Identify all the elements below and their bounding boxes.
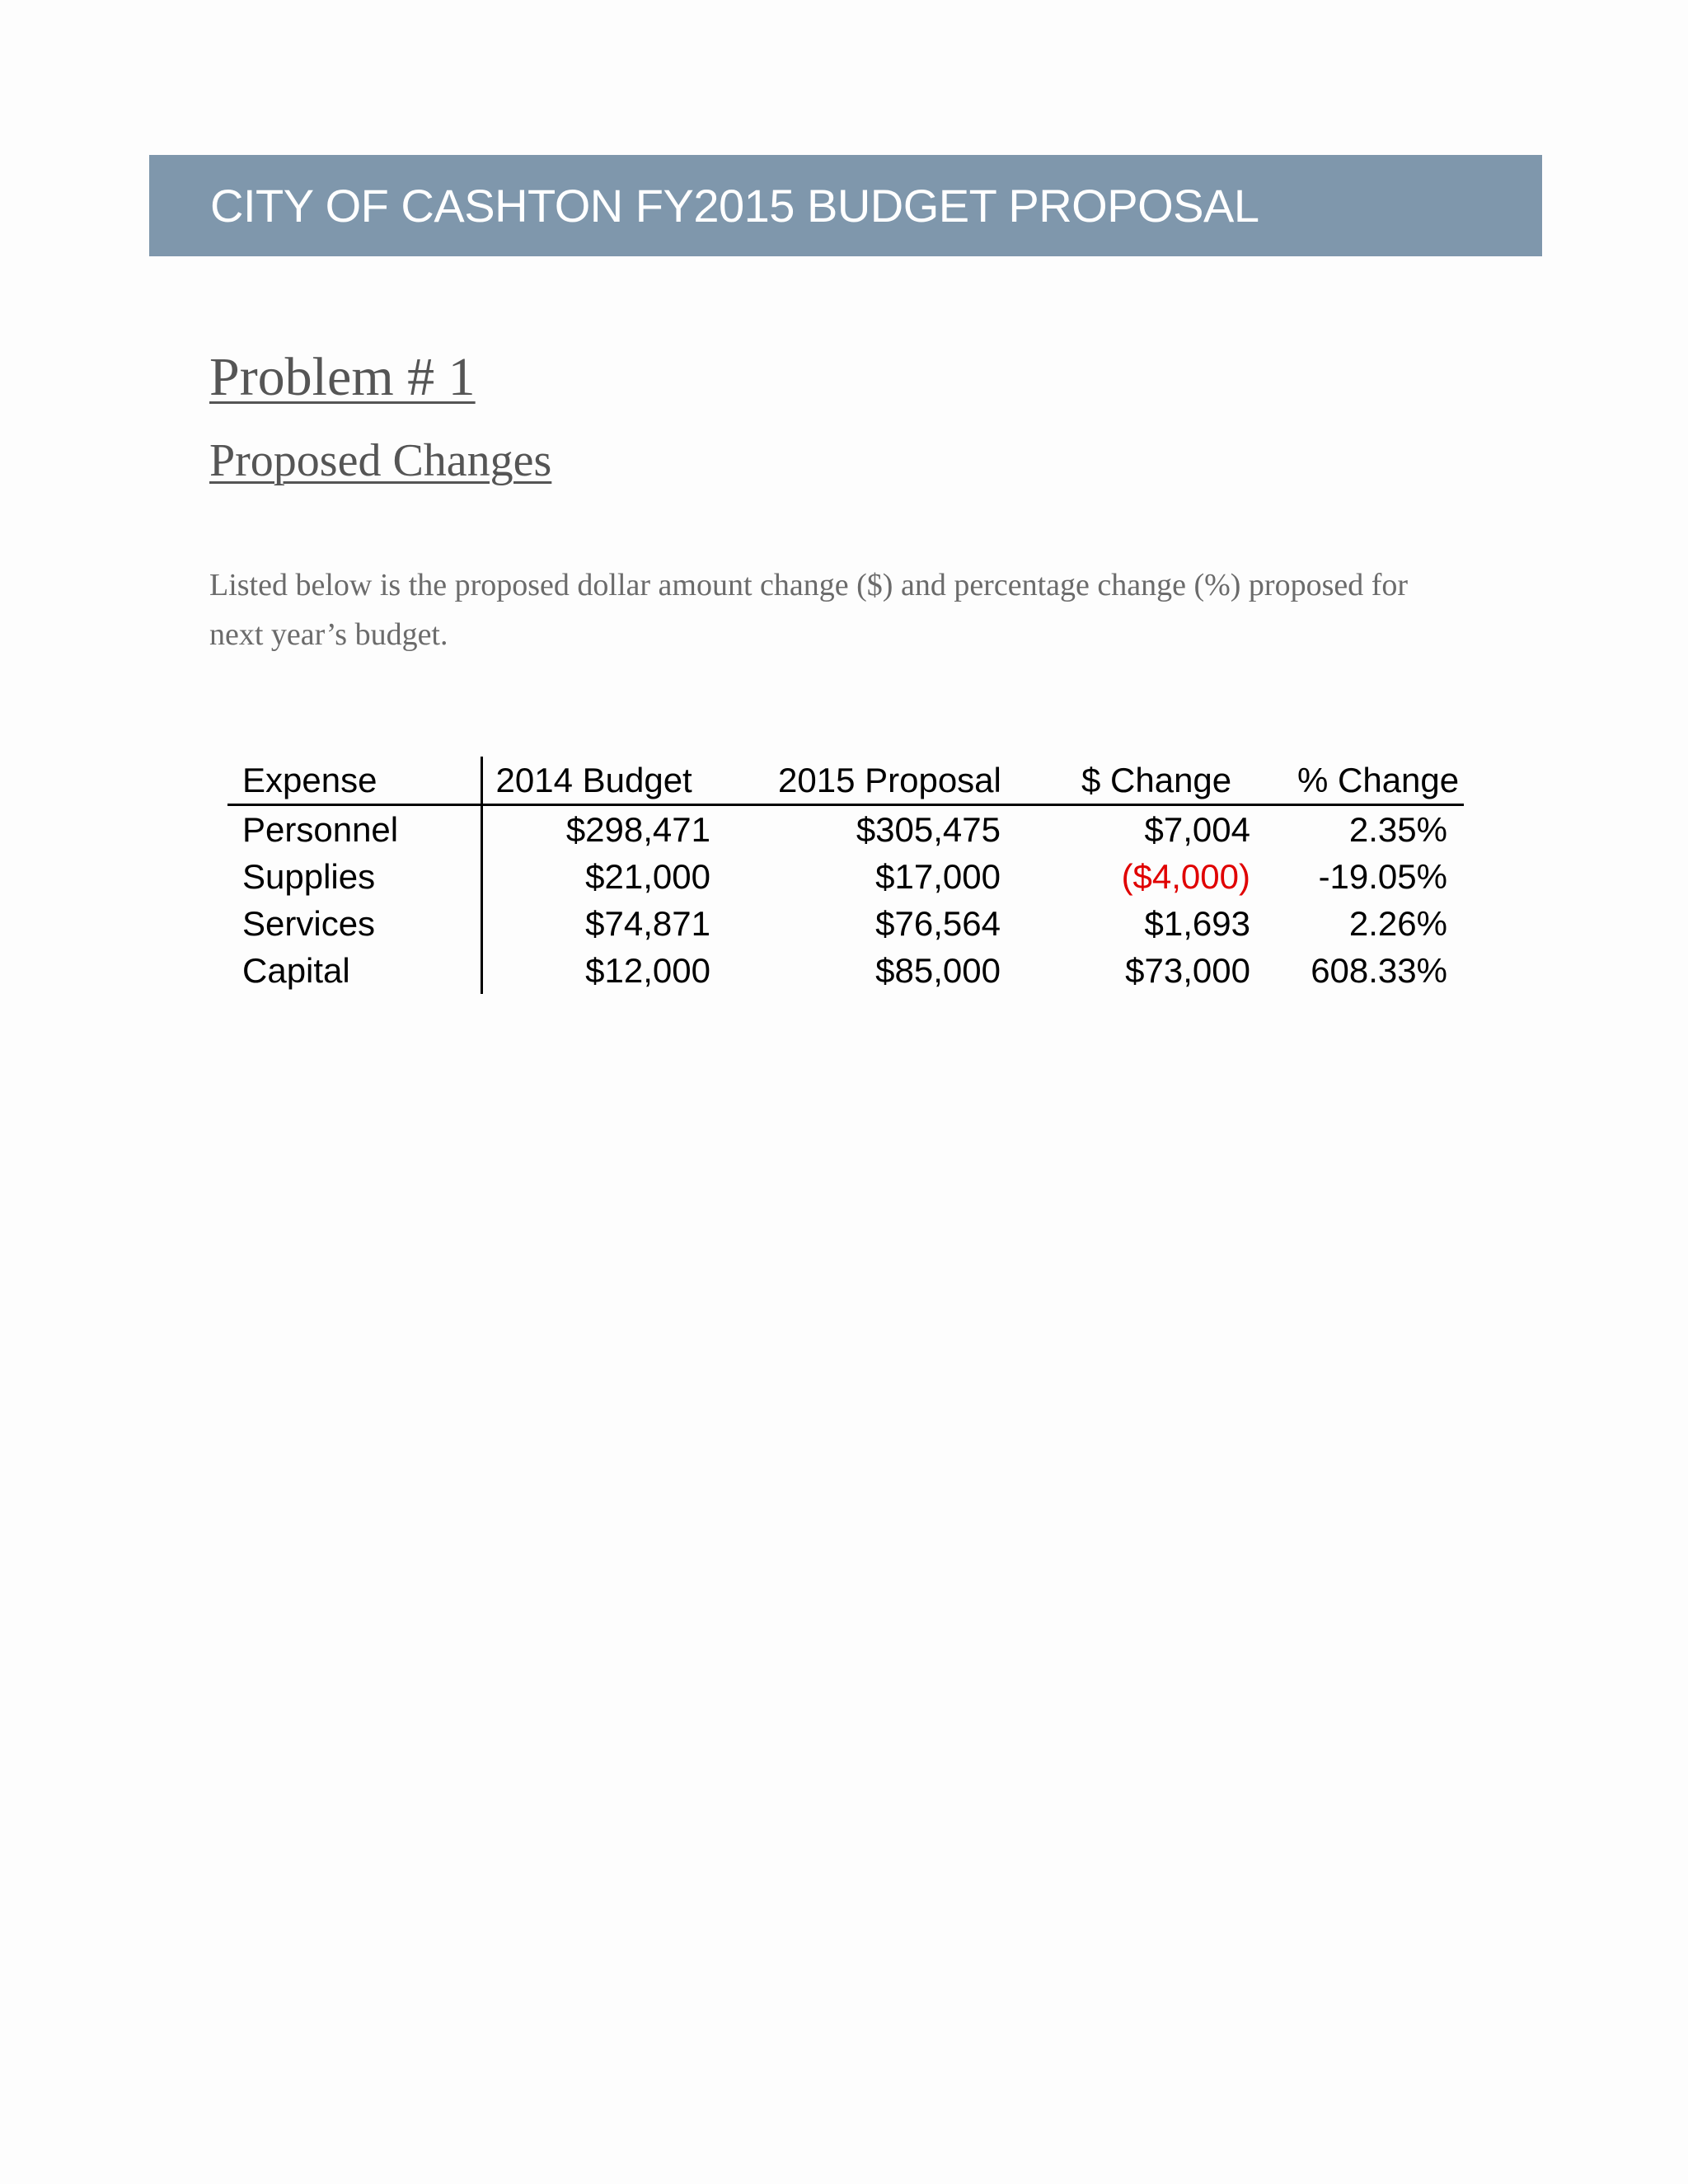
cell-percent-change: 2.26% — [1348, 904, 1447, 943]
header-2015-proposal: 2015 Proposal — [737, 757, 1025, 805]
cell-expense: Capital — [227, 947, 481, 994]
budget-table-container — [227, 757, 1464, 994]
table-header-row — [227, 757, 1464, 805]
problem-heading: Problem # 1 — [209, 347, 476, 407]
intro-paragraph: Listed below is the proposed dollar amount change ($) and percentage change (%) proposed for next year’s budget. — [209, 568, 1409, 652]
header-expense: Expense — [227, 757, 481, 805]
table-row — [227, 947, 1464, 994]
cell-2015-proposal: $85,000 — [875, 951, 1001, 990]
budget-table — [227, 757, 1464, 994]
table-row — [227, 853, 1464, 900]
document-title: CITY OF CASHTON FY2015 BUDGET PROPOSAL — [210, 179, 1259, 232]
cell-percent-change: 608.33% — [1311, 951, 1447, 990]
table-row — [227, 805, 1464, 854]
cell-2014-budget: $21,000 — [585, 857, 710, 896]
header-percent-change: % Change — [1252, 757, 1464, 805]
cell-2014-budget: $12,000 — [585, 951, 710, 990]
cell-percent-change: 2.35% — [1348, 810, 1447, 849]
cell-2014-budget: $74,871 — [585, 904, 710, 943]
section-heading: Proposed Changes — [209, 435, 552, 486]
header-2014-budget: 2014 Budget — [481, 757, 737, 805]
cell-2014-budget: $298,471 — [565, 810, 710, 849]
cell-2015-proposal: $305,475 — [856, 810, 1001, 849]
cell-dollar-change-negative: ($4,000) — [1121, 857, 1250, 896]
cell-percent-change: -19.05% — [1318, 857, 1447, 896]
table-row — [227, 900, 1464, 947]
cell-expense: Services — [227, 900, 481, 947]
cell-dollar-change: $1,693 — [1144, 904, 1250, 943]
title-banner — [149, 155, 1542, 256]
cell-expense: Supplies — [227, 853, 481, 900]
cell-2015-proposal: $76,564 — [875, 904, 1001, 943]
header-dollar-change: $ Change — [1025, 757, 1252, 805]
cell-dollar-change: $7,004 — [1144, 810, 1250, 849]
cell-2015-proposal: $17,000 — [875, 857, 1001, 896]
cell-dollar-change: $73,000 — [1125, 951, 1250, 990]
cell-expense: Personnel — [227, 805, 481, 854]
